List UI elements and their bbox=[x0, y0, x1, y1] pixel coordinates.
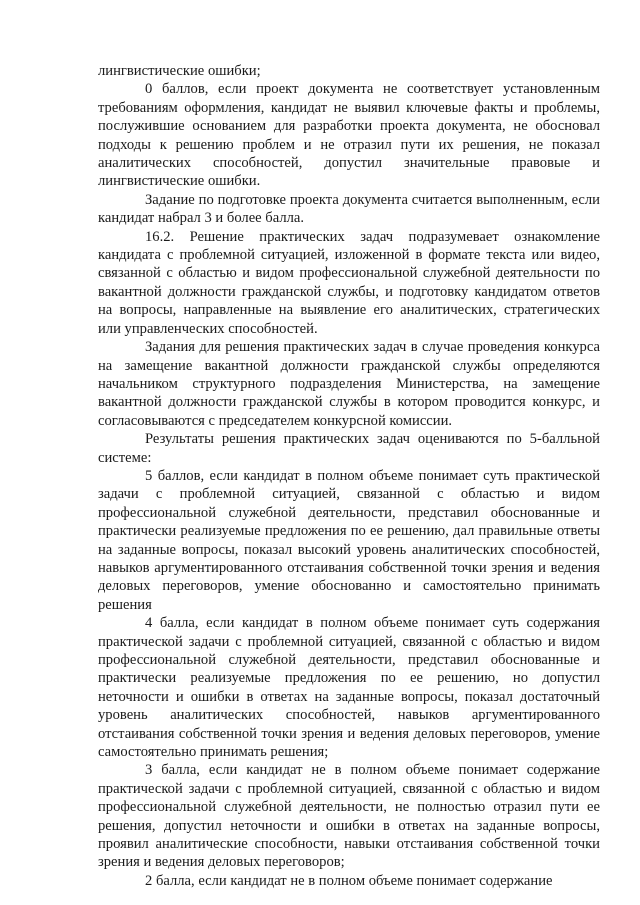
paragraph-five-points: 5 баллов, если кандидат в полном объеме понимает суть практической задачи с проблемной ситуацией, связанной с областью и видом профессиональной служебной деятельности, представил обоснованные и практически реализуемые предложения по ее решению, дал правильные ответы на заданные вопросы, показал высокий уровень аналитических способностей, навыков аргументированного отстаивания собственной точки зрения и ведения деловых переговоров, умение обоснованно и самостоятельно принимать решения bbox=[98, 467, 600, 613]
paragraph-four-points: 4 балла, если кандидат в полном объеме понимает суть содержания практической задачи с проблемной ситуацией, связанной с областью и видом профессиональной служебной деятельности, представил обоснованные и практически реализуемые предложения по ее решению, но допустил неточности и ошибки в ответах на заданные вопросы, показал достаточный уровень аналитических способностей, навыков аргументированного отстаивания собственной точки зрения и ведения деловых переговоров, умение самостоятельно принимать решения; bbox=[98, 615, 600, 761]
paragraph-completion-rule: Задание по подготовке проекта документа считается выполненным, если кандидат набрал 3 и более балла. bbox=[98, 191, 600, 227]
paragraph-16-2: 16.2. Решение практических задач подразумевает ознакомление кандидата с проблемной ситуацией, изложенной в формате текста или видео, связанной с областью и видом профессиональной служебной деятельности по вакантной должности гражданской службы, и подготовку кандидатом ответов на вопросы, направленные на выявление его аналитических, стратегических или управленческих способностей. bbox=[98, 228, 600, 337]
paragraph-scoring-system: Результаты решения практических задач оцениваются по 5-балльной системе: bbox=[98, 431, 600, 466]
paragraph-task-approval: Задания для решения практических задач в случае проведения конкурса на замещение вакантной должности гражданской службы определяются начальником структурного подразделения Министерства, на замещение вакантной должности гражданской службы в котором проводится конкурс, и согласовываются с председателем конкурсной комиссии. bbox=[98, 339, 600, 429]
document-page bbox=[98, 62, 600, 890]
paragraph-two-points: 2 балла, если кандидат не в полном объеме понимает содержание bbox=[145, 872, 553, 889]
paragraph-zero-points: 0 баллов, если проект документа не соответствует установленным требованиям оформления, кандидат не выявил ключевые факты и проблемы, послужившие основанием для разработки проекта документа, не обосновал подходы к решению проблем и не отразил пути их решения, не показал аналитических способностей, допустил значительные правовые и лингвистические ошибки. bbox=[98, 81, 600, 190]
paragraph-continuation: лингвистические ошибки; bbox=[98, 63, 261, 79]
paragraph-three-points: 3 балла, если кандидат не в полном объеме понимает содержание практической задачи с проблемной ситуацией, связанной с областью и видом профессиональной служебной деятельности, не полностью отразил пути ее решения, допустил неточности и ошибки в ответах на заданные вопросы, проявил аналитические способности, навыки отстаивания собственной точки зрения и ведения деловых переговоров; bbox=[98, 762, 600, 871]
